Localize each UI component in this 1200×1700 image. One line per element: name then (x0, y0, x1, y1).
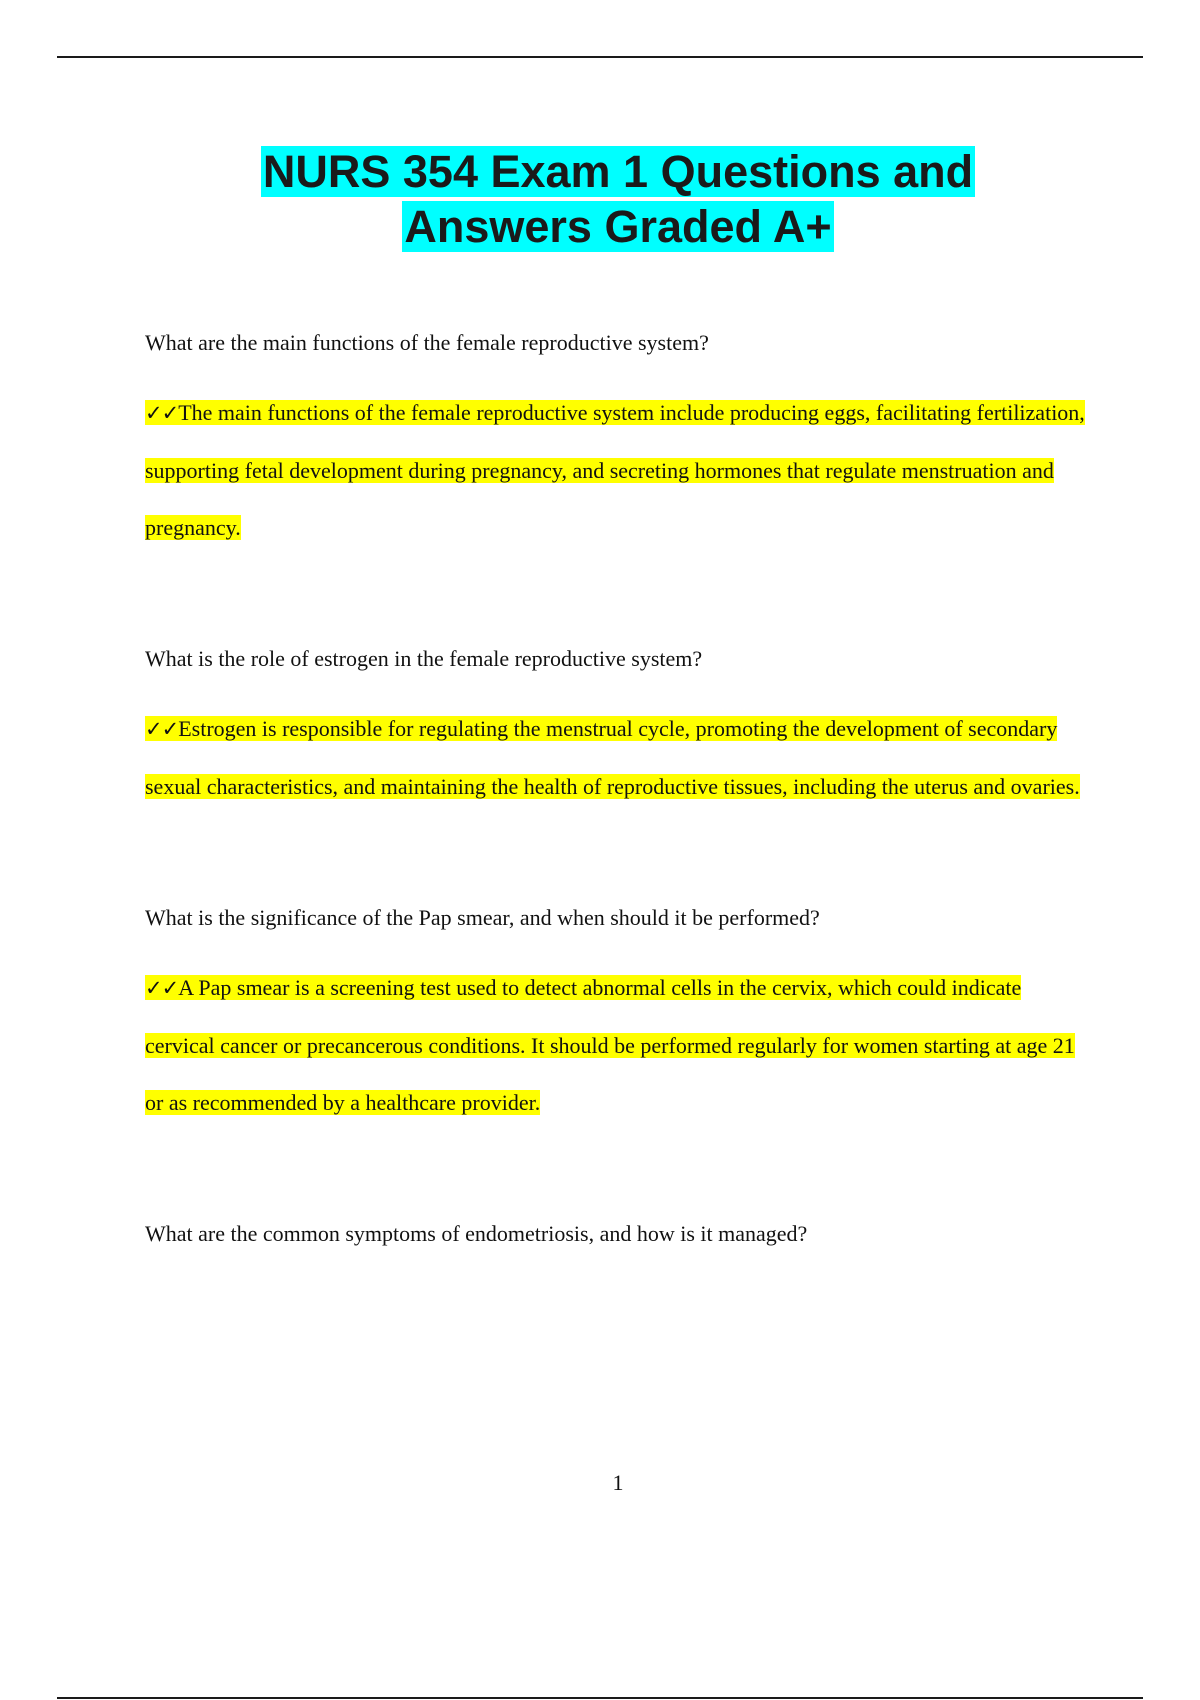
answer-3-text: A Pap smear is a screening test used to detect abnormal cells in the cervix, which could indicate cervical cancer or precancerous conditions. It should be performed regularly for women starting at age 21 or as recommended by a healthcare provider. (145, 975, 1075, 1115)
answer-2-text: Estrogen is responsible for regulating the menstrual cycle, promoting the development of secondary sexual characteristics, and maintaining the health of reproductive tissues, including the uterus and ovaries. (145, 716, 1080, 799)
page-number: 1 (612, 1470, 624, 1495)
document-title (0, 144, 1200, 254)
title-line-2: Answers Graded A+ (404, 201, 832, 252)
answer-1-highlight (145, 400, 1085, 540)
qa-list (145, 318, 1095, 1259)
answer-1-text: The main functions of the female reproductive system include producing eggs, facilitating fertilization, supporting fetal development during pregnancy, and secreting hormones that regulate menstruation and pregnancy. (145, 400, 1085, 540)
question-2: What is the role of estrogen in the female reproductive system? (145, 646, 703, 671)
title-line-1: NURS 354 Exam 1 Questions and (262, 146, 974, 197)
answer-2 (145, 700, 1095, 815)
checkmark-icon: ✓✓ (145, 401, 179, 425)
answer-1 (145, 384, 1095, 556)
answer-2-highlight (145, 716, 1080, 799)
header-rule (57, 56, 1143, 58)
footer-rule (57, 1697, 1143, 1699)
answer-3-highlight (145, 975, 1075, 1115)
checkmark-icon: ✓✓ (145, 976, 179, 1000)
question-1: What are the main functions of the female reproductive system? (145, 330, 709, 355)
answer-3 (145, 959, 1095, 1131)
question-4: What are the common symptoms of endometriosis, and how is it managed? (145, 1221, 808, 1246)
question-3: What is the significance of the Pap smear, and when should it be performed? (145, 905, 820, 930)
checkmark-icon: ✓✓ (145, 717, 179, 741)
